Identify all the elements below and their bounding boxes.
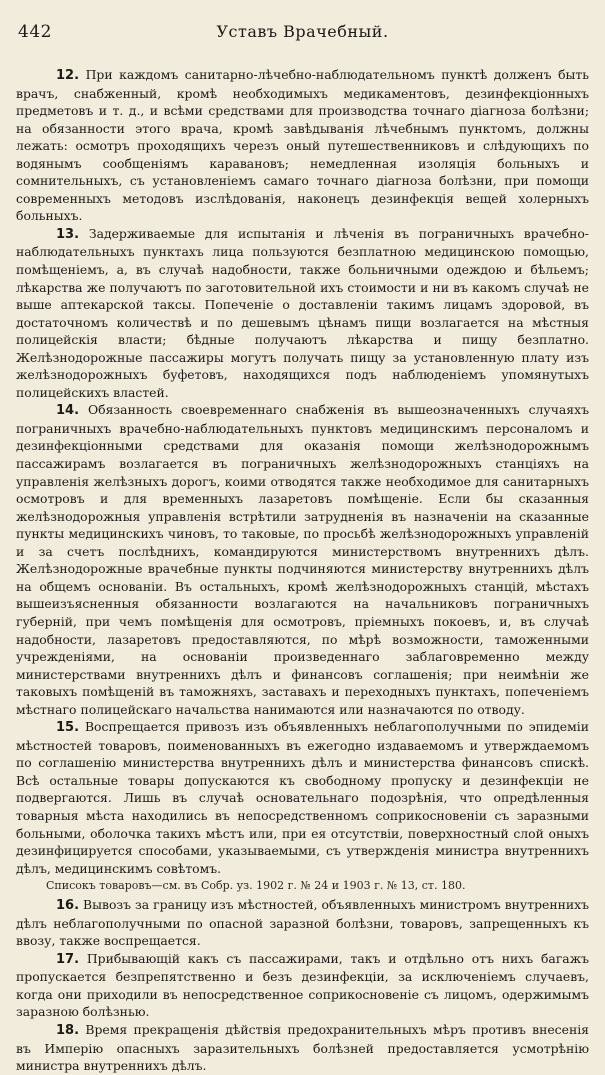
paragraph-text: При каждомъ санитарно-лѣчебно-наблюдательномъ пунктѣ долженъ быть врачъ, снабженный, кромѣ необходимыхъ медикаментовъ, дезинфекціонныхъ предметовъ и т. д., и всѣми средствами для производства точнаго діагноза болѣзни; на обязанности этого врача, кромѣ завѣдыванія лѣчебнымъ пунктомъ, должны лежать: осмотръ проходящихъ черезъ оный путешественниковъ и слѣдующихъ по водянымъ сообщеніямъ каравановъ; немедленная изоляція больныхъ и сомнительныхъ, съ установленіемъ самаго точнаго діагноза болѣзни, при помощи современныхъ методовъ изслѣдованія, наконецъ дезинфекція вещей холерныхъ больныхъ. [16, 67, 589, 224]
paragraph-number: 17. [56, 951, 80, 967]
paragraph-number: 16. [56, 898, 80, 914]
paragraph-number: 14. [56, 403, 80, 419]
page-header [16, 22, 589, 46]
paragraph-text: Время прекращенія дѣйствія предохранительныхъ мѣръ противъ внесенія въ Имперію опасныхъ заразительныхъ болѣзней предоставляется усмотрѣнію министра внутреннихъ дѣлъ. [16, 1021, 589, 1074]
running-title: Уставъ Врачебный. [216, 22, 389, 41]
paragraph-14 [16, 401, 589, 718]
page-number: 442 [18, 22, 52, 42]
paragraph-text: Воспрещается привозъ изъ объявленныхъ неблагополучными по эпидеміи мѣстностей товаровъ, поименованныхъ въ ежегодно издаваемомъ и утверждаемомъ по соглашенію министерства внутреннихъ дѣлъ и министерства финансовъ спискѣ. Всѣ остальные товары допускаются къ свободному пропуску и дезинфекціи не подвергаются. Лишь въ случаѣ основательнаго подозрѣнія, что опредѣленныя товарныя мѣста находились въ непосредственномъ соприкосновеніи съ заразными больными, оболочка такихъ мѣстъ или, при ея отсутствіи, поверхностный слой оныхъ дезинфицируется способами, указываемыми, съ утвержденія министра внутреннихъ дѣлъ, медицинскимъ совѣтомъ. [16, 719, 589, 876]
paragraph-number: 13. [56, 226, 80, 242]
paragraph-15 [16, 718, 589, 877]
paragraph-number: 15. [56, 720, 80, 736]
paragraph-13 [16, 225, 589, 401]
paragraph-12 [16, 66, 589, 225]
body-text [16, 66, 589, 1075]
paragraph-17 [16, 950, 589, 1021]
paragraph-text: Вывозъ за границу изъ мѣстностей, объявленныхъ министромъ внутреннихъ дѣлъ неблагополучными по опасной заразной болѣзни, товаровъ, запрещенныхъ къ ввозу, также воспрещается. [16, 897, 589, 949]
paragraph-16 [16, 896, 589, 950]
footnote: Списокъ товаровъ—см. въ Собр. уз. 1902 г. № 24 и 1903 г. № 13, ст. 180. [46, 879, 466, 893]
paragraph-text: Прибывающій какъ съ пассажирами, такъ и отдѣльно отъ нихъ багажъ пропускается безпрепятственно и безъ дезинфекціи, за исключеніемъ случаевъ, когда они приходили въ непосредственное соприкосновеніе съ лицомъ, одержимымъ заразною болѣзнью. [16, 950, 589, 1020]
paragraph-number: 18. [56, 1022, 80, 1038]
paragraph-number: 12. [56, 68, 80, 83]
paragraph-text: Обязанность своевременнаго снабженія въ вышеозначенныхъ случаяхъ пограничныхъ врачебно-наблюдательныхъ пунктовъ медицинскимъ персоналомъ и дезинфекціонными средствами для оказанія помощи желѣзнодорожнымъ пассажирамъ возлагается въ пограничныхъ желѣзнодорожныхъ станціяхъ на управленія желѣзныхъ дорогъ, коими отводятся также необходимое для санитарныхъ осмотровъ и для временныхъ лазаретовъ помѣщеніе. Если бы сказанныя желѣзнодорожныя управленія встрѣтили затрудненія въ назначеніи на сказанные пункты медицинскихъ чиновъ, то таковые, по просьбѣ желѣзнодорожныхъ управленій и за счетъ послѣднихъ, командируются министерствомъ внутреннихъ дѣлъ. Желѣзнодорожные врачебные пункты подчиняются министерству внутреннихъ дѣлъ на общемъ основаніи. Въ остальныхъ, кромѣ желѣзнодорожныхъ станцій, мѣстахъ вышеизъясненныя обязанности возлагаются на начальниковъ пограничныхъ губерній, при чемъ помѣщенія для осмотровъ, пріемныхъ покоевъ, и, въ случаѣ надобности, лазаретовъ предоставляются, по мѣрѣ возможности, таможенными учрежденіями, на основаніи произведеннаго заблаговременно между министерствами внутреннихъ дѣлъ и финансовъ соглашенія; при неимѣніи же таковыхъ помѣщеній въ таможняхъ, заставахъ и переходныхъ пунктахъ, попеченіемъ мѣстнаго полицейскаго начальства нанимаются или назначаются по отводу. [16, 402, 589, 717]
paragraph-18 [16, 1021, 589, 1075]
paragraph-text: Задерживаемые для испытанія и лѣченія въ пограничныхъ врачебно-наблюдательныхъ пунктахъ лица пользуются безплатною медицинскою помощью, помѣщеніемъ, а, въ случаѣ надобности, также больничными одеждою и бѣльемъ; лѣкарства же получаютъ по заготовительной ихъ стоимости и ни въ какомъ случаѣ не выше аптекарской таксы. Попеченіе о доставленіи такимъ лицамъ здоровой, въ достаточномъ количествѣ и по дешевымъ цѣнамъ пищи возлагается на мѣстныя полицейскія власти; бѣдные получаютъ лѣкарства и пищу безплатно. Желѣзнодорожные пассажиры могутъ получать пищу за установленную плату изъ желѣзнодорожныхъ буфетовъ, находящихся подъ наблюденіемъ упомянутыхъ полицейскихъ властей. [16, 225, 589, 400]
